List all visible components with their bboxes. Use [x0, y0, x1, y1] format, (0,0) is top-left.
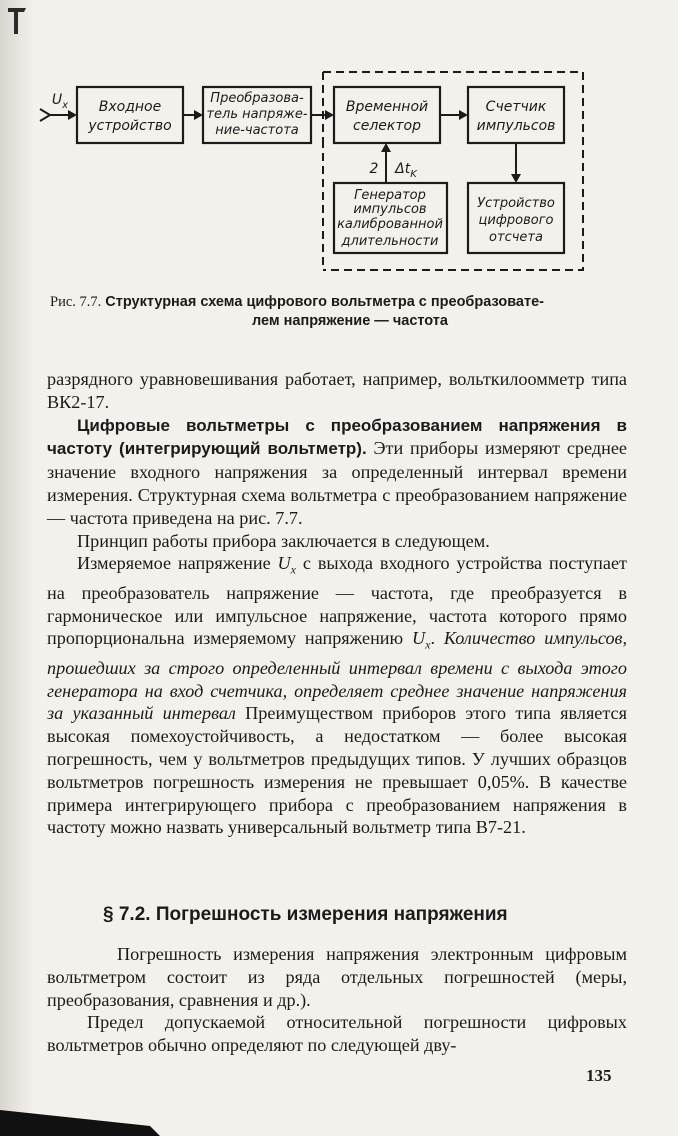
- figure-caption: [50, 293, 630, 331]
- input-voltage-label: $U_x$: [51, 92, 69, 111]
- arrowhead-selector: [325, 110, 334, 120]
- converter-line3: ние-частота: [215, 123, 299, 138]
- block-pulse-counter: [468, 87, 564, 143]
- arrowhead-converter: [194, 110, 203, 120]
- paragraph-1-lead: Цифровые вольтметры с преобразованием напряжения в частоту (интегрирующий вольтметр).: [47, 415, 627, 459]
- generator-line2: импульсов: [353, 202, 427, 217]
- time-selector-line1: Временной: [345, 99, 429, 115]
- readout-line2: цифрового: [478, 213, 554, 228]
- time-selector-line2: селектор: [353, 118, 421, 134]
- converter-line2: тель напряже-: [206, 107, 308, 122]
- caption-line2: лем напряжение — частота: [252, 313, 448, 329]
- input-arrowhead: [68, 110, 77, 120]
- block-diagram: [0, 0, 678, 300]
- generator-line1: Генератор: [354, 188, 426, 203]
- section-heading: § 7.2. Погрешность измерения напряжения: [103, 904, 508, 925]
- generator-line4: длительности: [341, 234, 439, 249]
- input-device-line2: устройство: [88, 118, 172, 134]
- figure-number: Рис. 7.7.: [50, 294, 102, 310]
- paragraph-4: Погрешность измерения напряжения электронным цифровым вольтметром состоит из ряда отдельных погрешностей (меры, преобразования, сравнения и др.).: [47, 944, 627, 1010]
- readout-line1: Устройство: [477, 196, 555, 211]
- converter-line1: Преобразова-: [210, 91, 304, 106]
- page-number: 135: [586, 1066, 612, 1085]
- readout-line3: отсчета: [489, 230, 543, 245]
- block-time-selector: [334, 87, 440, 143]
- paragraph-1-text: Эти приборы измеряют среднее значение входного напряжения за определенный интервал времени измерения. Структурная схема вольтметра с преобразованием напряжение — частота приведена на рис. 7.7.: [47, 438, 627, 528]
- pulse-counter-line1: Счетчик: [485, 99, 547, 115]
- bottom-edge-smudge: [0, 1096, 160, 1136]
- input-tail: [40, 109, 50, 121]
- arrowhead-readout: [511, 174, 521, 183]
- paragraph-5: Предел допускаемой относительной погрешности цифровых вольтметров обычно определяют по следующей дву-: [47, 1012, 627, 1056]
- input-device-line1: Входное: [98, 99, 162, 115]
- body-text-2: [47, 943, 627, 1057]
- paragraph-3-emphasis: Количество импульсов, прошедших за строго определенный интервал времени с выхода этого генератора на вход счетчика, определяет среднее значение напряжения за указанный интервал: [47, 628, 627, 724]
- caption-line1: Структурная схема цифрового вольтметра с преобразовате-: [105, 294, 544, 310]
- arrowhead-counter: [459, 110, 468, 120]
- body-text: [47, 368, 627, 839]
- paragraph-1: [47, 414, 627, 530]
- paragraph-0: разрядного уравновешивания работает, например, вольткилоомметр типа ВК2-17.: [47, 369, 627, 412]
- interval-delta-label: $\Delta t_K$: [395, 161, 417, 180]
- pulse-counter-line2: импульсов: [476, 118, 556, 134]
- paragraph-3: Измеряемое напряжение $U_x$ с выхода входного устройства поступает на преобразователь напряжение — частота, где преобразуется в гармоническое или импульсное напряжение, частота которого прямо пропорциональна измеряемому напряжению $U_x$. Количество импульсов, прошедших за строго определенный интервал времени с выхода этого генератора на вход счетчика, определяет среднее значение напряжения за указанный интервал Преимуществом приборов этого типа является высокая помехоустойчивость, а недостатком — более высокая погрешность, чем у вольтметров предыдущих типов. У лучших образцов вольтметров погрешность измерения не превышает 0,05%. В качестве примера интегрирующего прибора с преобразованием напряжения в частоту можно назвать универсальный вольтметр типа В7-21.: [47, 553, 627, 838]
- paragraph-2: Принцип работы прибора заключается в следующем.: [77, 530, 490, 551]
- block-input-device: [77, 87, 183, 143]
- arrowhead-generator: [381, 143, 391, 152]
- interval-number: 2: [369, 161, 379, 177]
- generator-line3: калиброванной: [337, 217, 443, 232]
